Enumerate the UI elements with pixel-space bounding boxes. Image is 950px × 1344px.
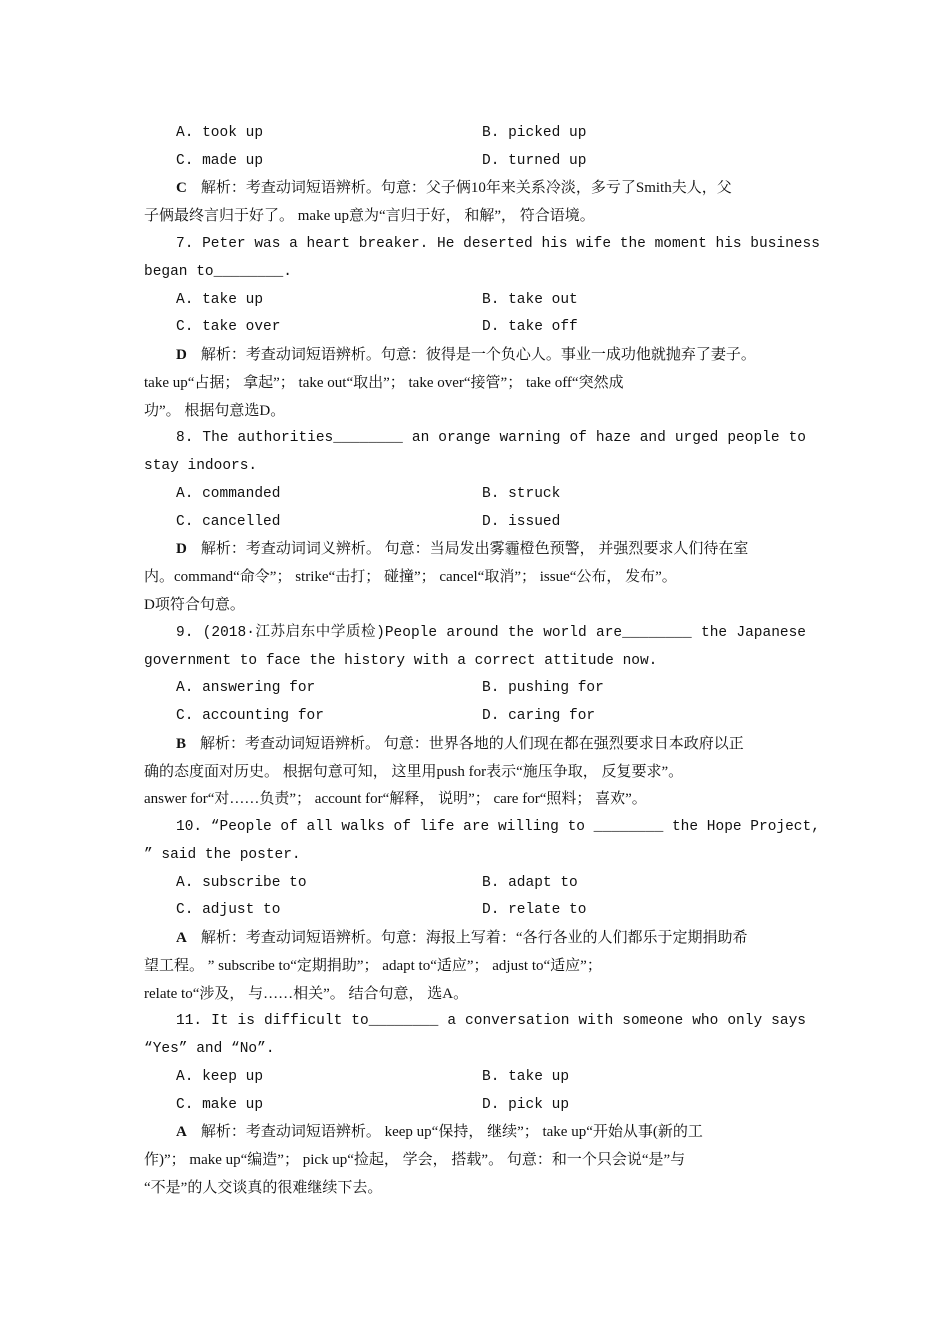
q6-option-a: A. took up (176, 125, 264, 141)
q11-stem-line-1: 11. It is difficult to________ a conversation with someone who only says (176, 1013, 806, 1029)
q10-option-d: D. relate to (482, 902, 587, 918)
q7-analysis-line-2: take up“占据； 拿起”； take out“取出”； take over“接管”； take off“突然成 (144, 375, 624, 391)
q11-option-b: B. take up (482, 1069, 570, 1085)
q8-analysis-line-1: 解析：考查动词词义辨析。 句意：当局发出雾霾橙色预警， 并强烈要求人们待在室 (200, 541, 749, 557)
q11-stem-line-2: “Yes” and “No”. (144, 1041, 275, 1057)
q9-analysis-line-1: 解析：考查动词短语辨析。 句意：世界各地的人们现在都在强烈要求日本政府以正 (200, 736, 744, 752)
q7-option-b: B. take out (482, 292, 578, 308)
q10-analysis-line-2: 望工程。 ” subscribe to“定期捐助”； adapt to“适应”； adjust to“适应”； (144, 958, 602, 974)
q9-stem-line-1: 9. (2018·江苏启东中学质检)People around the world are________ the Japanese (176, 625, 806, 641)
q8-option-c: C. cancelled (176, 514, 281, 530)
q7-analysis-line-1: 解析：考查动词短语辨析。句意：彼得是一个负心人。事业一成功他就抛弃了妻子。 (200, 347, 756, 363)
q7-option-a: A. take up (176, 292, 264, 308)
q8-stem-line-2: stay indoors. (144, 458, 258, 474)
q8-option-d: D. issued (482, 514, 561, 530)
q6-analysis-line-1: 解析：考查动词短语辨析。句意：父子俩10年来关系冷淡，多亏了Smith夫人，父 (200, 180, 732, 196)
q7-stem-line-2: began to________. (144, 264, 292, 280)
q6-analysis-line-2: 子俩最终言归于好了。 make up意为“言归于好， 和解”， 符合语境。 (144, 208, 595, 224)
q9-option-d: D. caring for (482, 708, 596, 724)
q6-option-b: B. picked up (482, 125, 587, 141)
q11-analysis-line-3: “不是”的人交谈真的很难继续下去。 (144, 1180, 383, 1196)
q11-analysis-line-1: 解析：考查动词短语辨析。 keep up“保持， 继续”； take up“开始从事(新的工 (200, 1124, 703, 1140)
q8-option-a: A. commanded (176, 486, 281, 502)
q9-stem-line-2: government to face the history with a correct attitude now. (144, 653, 658, 669)
q10-option-b: B. adapt to (482, 875, 578, 891)
q7-option-d: D. take off (482, 319, 578, 335)
q8-analysis-line-2: 内。command“命令”； strike“击打； 碰撞”； cancel“取消”； issue“公布， 发布”。 (144, 569, 677, 585)
q6-option-d: D. turned up (482, 153, 587, 169)
q6-answer: C (176, 180, 187, 196)
q7-analysis-line-3: 功”。 根据句意选D。 (144, 403, 286, 419)
q11-option-d: D. pick up (482, 1097, 570, 1113)
q10-option-a: A. subscribe to (176, 875, 307, 891)
q8-answer: D (176, 541, 187, 557)
q10-stem-line-1: 10. “People of all walks of life are willing to ________ the Hope Project, (176, 819, 820, 835)
q9-option-a: A. answering for (176, 680, 316, 696)
q7-stem-line-1: 7. Peter was a heart breaker. He deserted his wife the moment his business (176, 236, 820, 252)
q11-analysis-line-2: 作)”； make up“编造”； pick up“捡起， 学会， 搭载”。 句意：和一个只会说“是”与 (144, 1152, 686, 1168)
q8-option-b: B. struck (482, 486, 561, 502)
q8-analysis (176, 535, 846, 563)
q9-analysis-line-2: 确的态度面对历史。 根据句意可知， 这里用push for表示“施压争取， 反复要求”。 (144, 764, 684, 780)
q8-stem-line-1: 8. The authorities________ an orange warning of haze and urged people to (176, 430, 806, 446)
q11-analysis (176, 1118, 846, 1146)
q8-analysis-line-3: D项符合句意。 (144, 597, 245, 613)
q11-answer: A (176, 1124, 187, 1140)
q11-option-c: C. make up (176, 1097, 264, 1113)
q10-option-c: C. adjust to (176, 902, 281, 918)
q7-answer: D (176, 347, 187, 363)
q9-option-b: B. pushing for (482, 680, 604, 696)
q6-option-c: C. made up (176, 153, 264, 169)
q6-analysis (176, 174, 846, 202)
q9-option-c: C. accounting for (176, 708, 324, 724)
q10-answer: A (176, 930, 187, 946)
q7-analysis (176, 341, 846, 369)
q11-option-a: A. keep up (176, 1069, 264, 1085)
q10-stem-line-2: ” said the poster. (144, 847, 301, 863)
q7-option-c: C. take over (176, 319, 281, 335)
q10-analysis-line-3: relate to“涉及， 与……相关”。 结合句意， 选A。 (144, 986, 469, 1002)
q10-analysis-line-1: 解析：考查动词短语辨析。句意：海报上写着：“各行各业的人们都乐于定期捐助希 (200, 930, 748, 946)
q9-answer: B (176, 736, 187, 752)
q10-analysis (176, 924, 846, 952)
q9-analysis-line-3: answer for“对……负责”； account for“解释， 说明”； care for“照料； 喜欢”。 (144, 791, 647, 807)
q9-analysis (176, 730, 846, 758)
